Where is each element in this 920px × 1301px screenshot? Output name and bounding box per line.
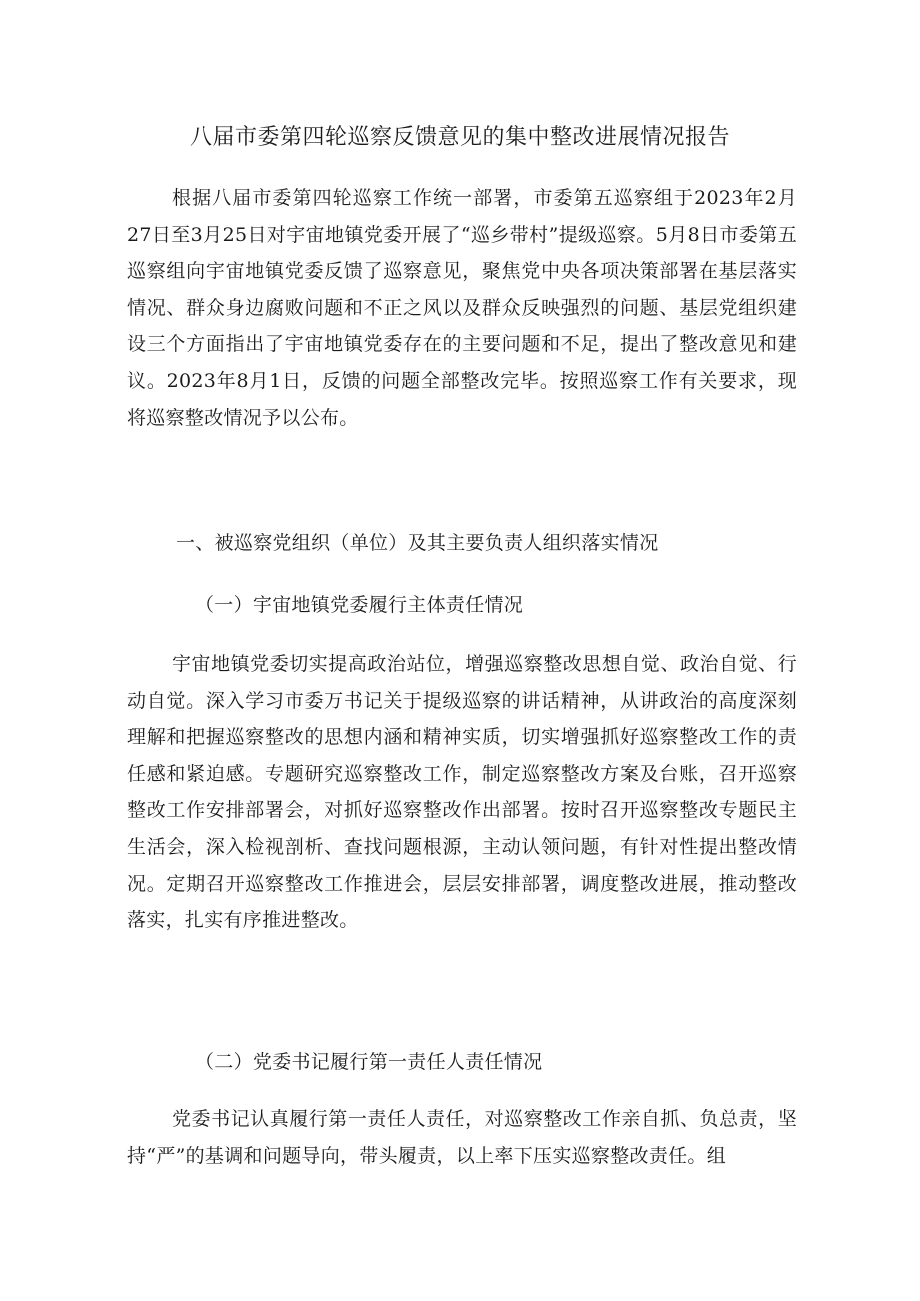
subsection-heading-1: （一）宇宙地镇党委履行主体责任情况: [195, 594, 524, 616]
subsection-2-paragraph: 党委书记认真履行第一责任人责任，对巡察整改工作亲自抓、负总责，坚持“严”的基调和问题导向，带头履责，以上率下压实巡察整改责任。组: [127, 1108, 797, 1167]
section-heading-1: 一、被巡察党组织（单位）及其主要负责人组织落实情况: [176, 532, 659, 554]
document-title: 八届市委第四轮巡察反馈意见的集中整改进展情况报告: [189, 125, 730, 150]
subsection-heading-2: （二）党委书记履行第一责任人责任情况: [195, 1051, 543, 1073]
subsection-1-paragraph: 宇宙地镇党委切实提高政治站位，增强巡察整改思想自觉、政治自觉、行动自觉。深入学习市委万书记关于提级巡察的讲话精神，从讲政治的高度深刻理解和把握巡察整改的思想内涵和精神实质，切实增强抓好巡察整改工作的责任感和紧迫感。专题研究巡察整改工作，制定巡察整改方案及台账，召开巡察整改工作安排部署会，对抓好巡察整改作出部署。按时召开巡察整改专题民主生活会，深入检视剖析、查找问题根源，主动认领问题，有针对性提出整改情况。定期召开巡察整改工作推进会，层层安排部署，调度整改进展，推动整改落实，扎实有序推进整改。: [127, 653, 797, 932]
intro-paragraph: 根据八届市委第四轮巡察工作统一部署，市委第五巡察组于2023年2月27日至3月25日对宇宙地镇党委开展了“巡乡带村”提级巡察。5月8日市委第五巡察组向宇宙地镇党委反馈了巡察意见，聚焦党中央各项决策部署在基层落实情况、群众身边腐败问题和不正之风以及群众反映强烈的问题、基层党组织建设三个方面指出了宇宙地镇党委存在的主要问题和不足，提出了整改意见和建议。2023年8月1日，反馈的问题全部整改完毕。按照巡察工作有关要求，现将巡察整改情况予以公布。: [127, 187, 797, 429]
